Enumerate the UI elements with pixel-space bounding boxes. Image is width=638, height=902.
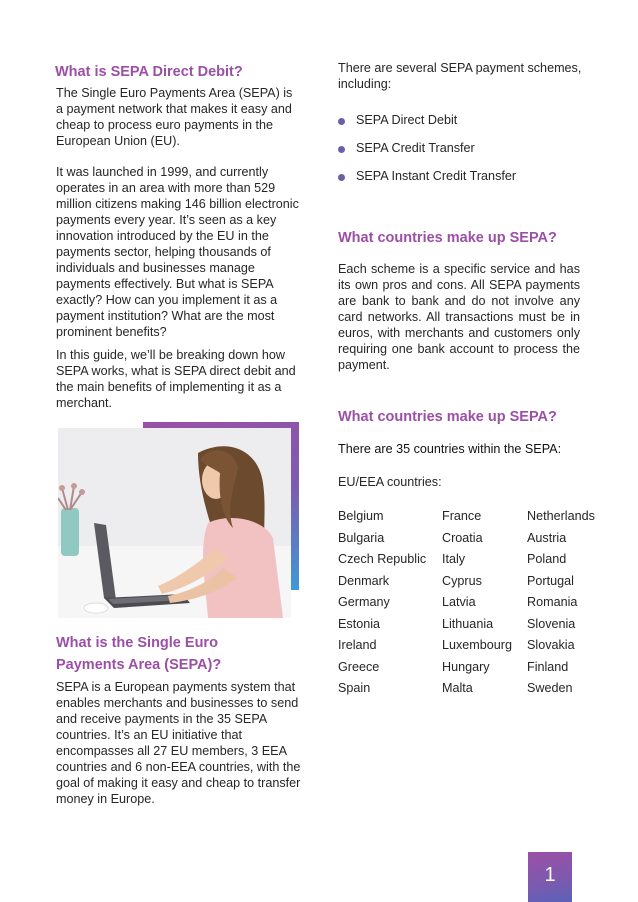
- woman-laptop-illustration: [58, 428, 291, 618]
- list-item: SEPA Credit Transfer: [338, 140, 516, 168]
- country-cell: Latvia: [442, 595, 476, 609]
- list-item: SEPA Instant Credit Transfer: [338, 168, 516, 196]
- country-cell: Romania: [527, 595, 578, 609]
- countries-table: [338, 509, 607, 703]
- country-cell: Poland: [527, 552, 567, 566]
- country-cell: Slovenia: [527, 616, 576, 631]
- country-cell: Spain: [338, 681, 371, 695]
- heading-what-countries-make-up-sepa-2: What countries make up SEPA?: [338, 409, 557, 425]
- paragraph-scheme-details: Each scheme is a specific service and has its own pros and cons. All SEPA payments are bank to bank and do not involve any card networks. All transactions must be in euros, with merchants and customers only requiring one bank account to process the payment.: [338, 262, 580, 372]
- heading-what-countries-make-up-sepa-1: What countries make up SEPA?: [338, 230, 557, 246]
- label-eu-eea-countries: EU/EEA countries:: [338, 475, 442, 489]
- bullet-icon: [338, 118, 345, 125]
- photo-image: [58, 428, 291, 618]
- bullet-icon: [338, 146, 345, 153]
- paragraph-guide-overview: In this guide, we’ll be breaking down how SEPA works, what is SEPA direct debit and the main benefits of implementing it as a merchant.: [56, 348, 296, 410]
- country-cell: Belgium: [338, 509, 384, 523]
- bullet-icon: [338, 174, 345, 181]
- heading-what-is-single-euro-payments-area: What is the Single Euro Payments Area (SEPA)?: [56, 635, 222, 673]
- country-cell: Sweden: [527, 681, 573, 695]
- page-number-badge: 1: [528, 852, 572, 902]
- country-cell: Greece: [338, 659, 380, 674]
- country-cell: Malta: [442, 681, 473, 695]
- country-cell: Slovakia: [527, 638, 575, 652]
- payment-schemes-list: [338, 112, 516, 196]
- country-cell: Finland: [527, 659, 569, 674]
- country-cell: Bulgaria: [338, 530, 385, 545]
- heading-what-is-sepa-direct-debit: What is SEPA Direct Debit?: [55, 64, 243, 80]
- country-cell: Italy: [442, 552, 466, 566]
- country-cell: Hungary: [442, 659, 490, 674]
- country-cell: Lithuania: [442, 616, 494, 631]
- country-cell: Germany: [338, 595, 390, 609]
- paragraph-sepa-definition: SEPA is a European payments system that enables merchants and businesses to send and receive payments in the 35 SEPA countries. It’s an EU initiative that encompasses all 27 EU members, 3 EEA countries and 6 non-EEA countries, with the goal of making it easy and cheap to transfer money in Europe.: [56, 680, 301, 806]
- country-cell: Ireland: [338, 638, 377, 652]
- country-cell: Portugal: [527, 573, 574, 588]
- paragraph-countries-count: There are 35 countries within the SEPA:: [338, 442, 562, 456]
- paragraph-sepa-intro: The Single Euro Payments Area (SEPA) is a payment network that makes it easy and cheap to process euro payments in the European Union (EU).: [56, 86, 293, 148]
- country-cell: Austria: [527, 530, 567, 545]
- list-item: SEPA Direct Debit: [338, 112, 516, 140]
- country-cell: Denmark: [338, 573, 390, 588]
- country-cell: Czech Republic: [338, 552, 427, 566]
- woman-laptop-photo: [58, 422, 300, 618]
- paragraph-sepa-history: It was launched in 1999, and currently operates in an area with more than 529 million citizens making 146 billion electronic payments every year. It’s seen as a key innovation introduced by the EU in the payments sector, helping thousands of individuals and businesses manage payments effectively. But what is SEPA exactly? How can you implement it as a payment institution? What are the most prominent benefits?: [56, 165, 299, 339]
- country-cell: Cyprus: [442, 573, 482, 588]
- country-cell: France: [442, 509, 482, 523]
- country-cell: Estonia: [338, 616, 381, 631]
- country-cell: Croatia: [442, 530, 483, 545]
- country-cell: Netherlands: [527, 509, 595, 523]
- country-cell: Luxembourg: [442, 638, 513, 652]
- paragraph-payment-schemes-intro: There are several SEPA payment schemes, including:: [338, 61, 582, 91]
